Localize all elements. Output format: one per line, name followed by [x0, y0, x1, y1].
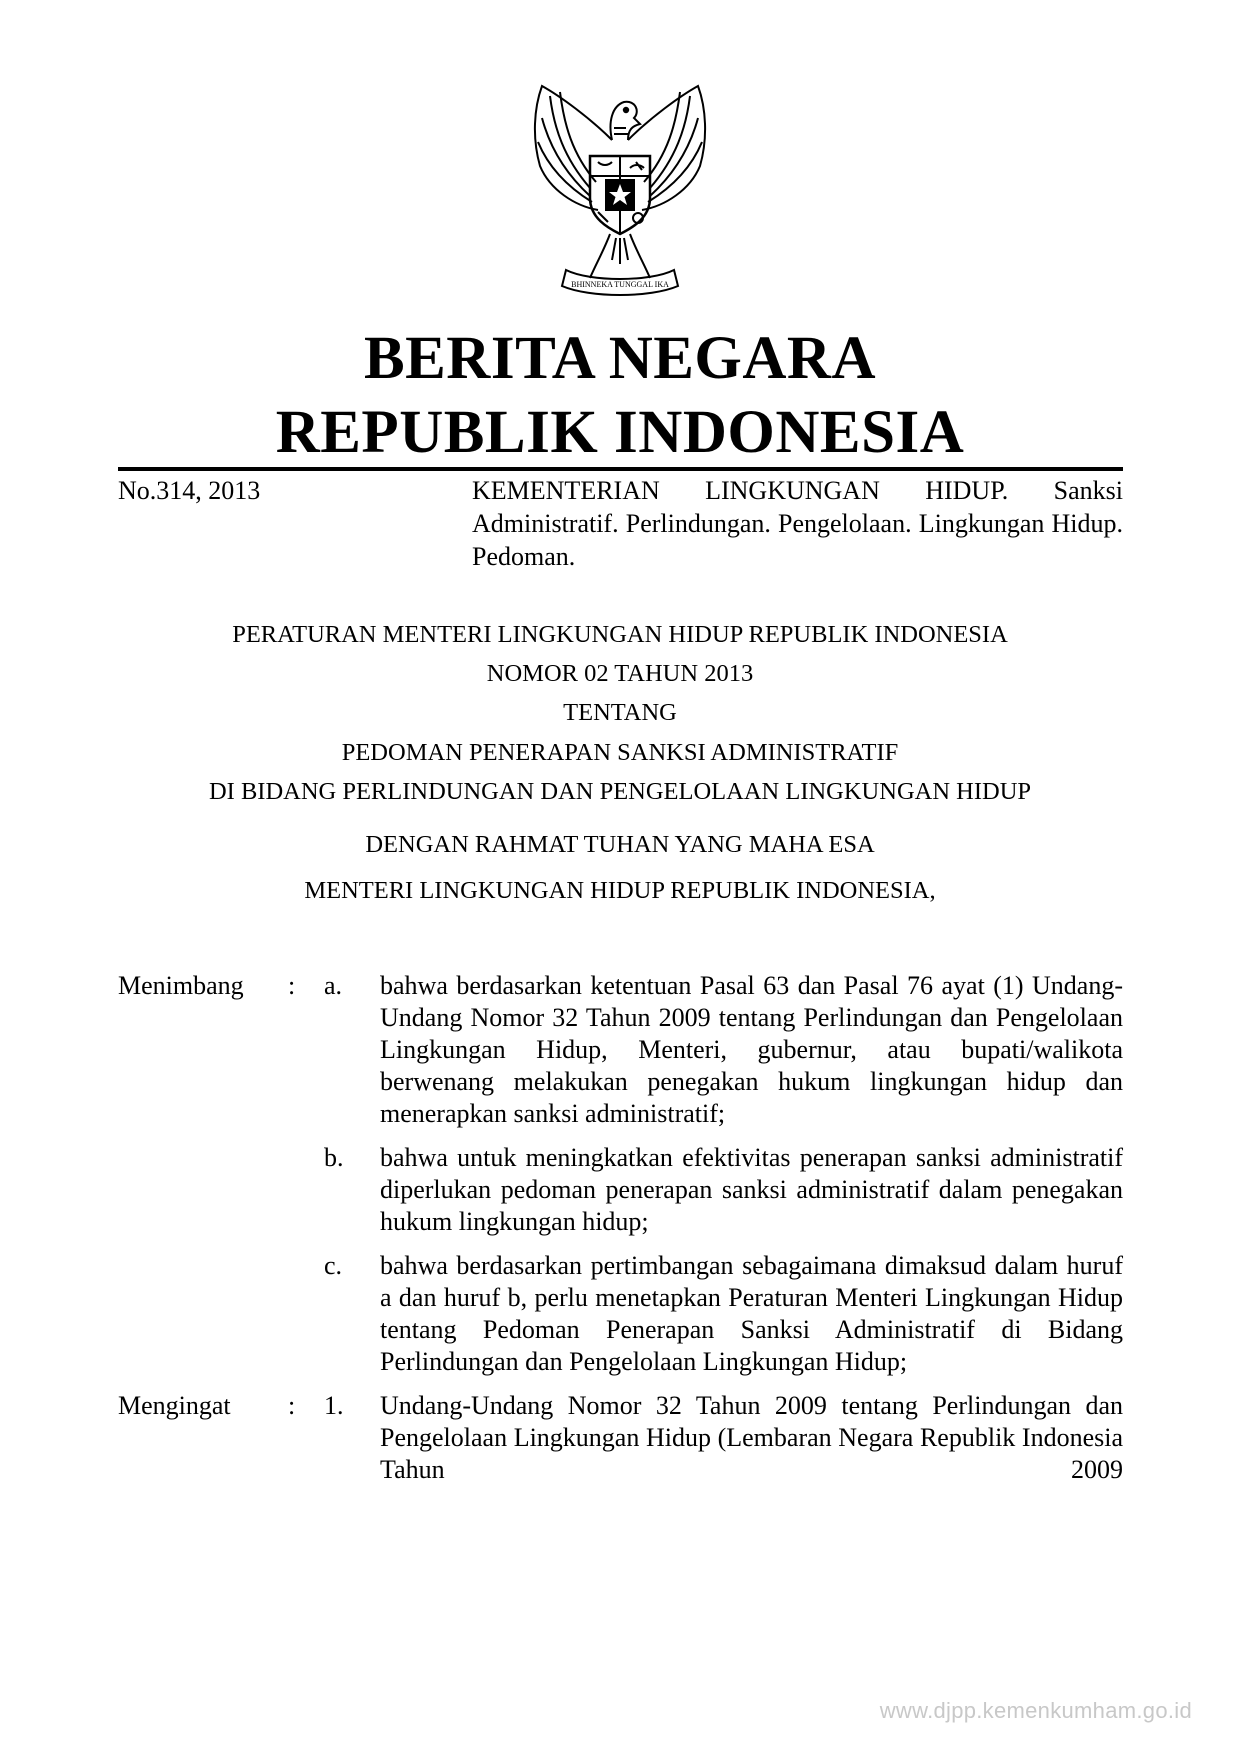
- considering-colon: :: [288, 971, 296, 1000]
- motto-ribbon-text: BHINNEKA TUNGGAL IKA: [571, 280, 669, 289]
- garuda-pancasila-emblem-icon: [520, 78, 720, 303]
- masthead-divider: [118, 467, 1123, 471]
- recalling-item-1: [118, 1390, 1123, 1486]
- considering-item-c: [118, 1250, 1123, 1378]
- item-marker: b.: [324, 1143, 344, 1172]
- item-marker: 1.: [324, 1391, 344, 1420]
- item-text: bahwa untuk meningkatkan efektivitas penerapan sanksi administratif diperlukan pedoman penerapan sanksi administratif dalam penegakan hukum lingkungan hidup;: [380, 1143, 1123, 1236]
- item-text: Undang-Undang Nomor 32 Tahun 2009 tentang Perlindungan dan Pengelolaan Lingkungan Hidup (Lembaran Negara Republik Indonesia Tahun 2009: [380, 1391, 1123, 1484]
- regulation-preamble: DENGAN RAHMAT TUHAN YANG MAHA ESA: [365, 831, 875, 858]
- masthead-title-line2: REPUBLIK INDONESIA: [275, 399, 965, 466]
- recalling-colon: :: [288, 1391, 296, 1420]
- item-text: bahwa berdasarkan pertimbangan sebagaimana dimaksud dalam huruf a dan huruf b, perlu menetapkan Peraturan Menteri Lingkungan Hidup tentang Pedoman Penerapan Sanksi Administratif di Bidang Perlindungan dan Pengelolaan Lingkungan Hidup;: [380, 1251, 1123, 1376]
- item-marker: c.: [324, 1251, 343, 1280]
- regulation-subject-line1: PEDOMAN PENERAPAN SANKSI ADMINISTRATIF: [341, 739, 899, 766]
- legal-basis-section: [118, 970, 1123, 1486]
- gazette-subject: KEMENTERIAN LINGKUNGAN HIDUP. Sanksi Administratif. Perlindungan. Pengelolaan. Lingkungan Hidup. Pedoman.: [472, 476, 1123, 571]
- item-text: bahwa berdasarkan ketentuan Pasal 63 dan Pasal 76 ayat (1) Undang-Undang Nomor 32 Tahun 2009 tentang Perlindungan dan Pengelolaan Lingkungan Hidup, Menteri, gubernur, atau bupati/walikota berwenang melakukan penegakan hukum lingkungan hidup dan menerapkan sanksi administratif;: [380, 971, 1123, 1128]
- gazette-number: No.314, 2013: [118, 476, 261, 505]
- masthead-title-line1: BERITA NEGARA: [363, 325, 877, 392]
- recalling-label: Mengingat: [118, 1391, 231, 1420]
- considering-label: Menimbang: [118, 971, 244, 1000]
- regulation-title: PERATURAN MENTERI LINGKUNGAN HIDUP REPUBLIK INDONESIA: [232, 621, 1008, 648]
- regulation-number: NOMOR 02 TAHUN 2013: [486, 660, 754, 687]
- regulation-about: TENTANG: [563, 699, 677, 726]
- considering-item-b: [118, 1142, 1123, 1238]
- regulation-issuer: MENTERI LINGKUNGAN HIDUP REPUBLIK INDONESIA,: [304, 877, 936, 904]
- item-marker: a.: [324, 971, 343, 1000]
- regulation-subject-line2: DI BIDANG PERLINDUNGAN DAN PENGELOLAAN LINGKUNGAN HIDUP: [208, 778, 1032, 805]
- source-watermark: www.djpp.kemenkumham.go.id: [879, 1698, 1192, 1723]
- considering-item-a: [118, 970, 1123, 1130]
